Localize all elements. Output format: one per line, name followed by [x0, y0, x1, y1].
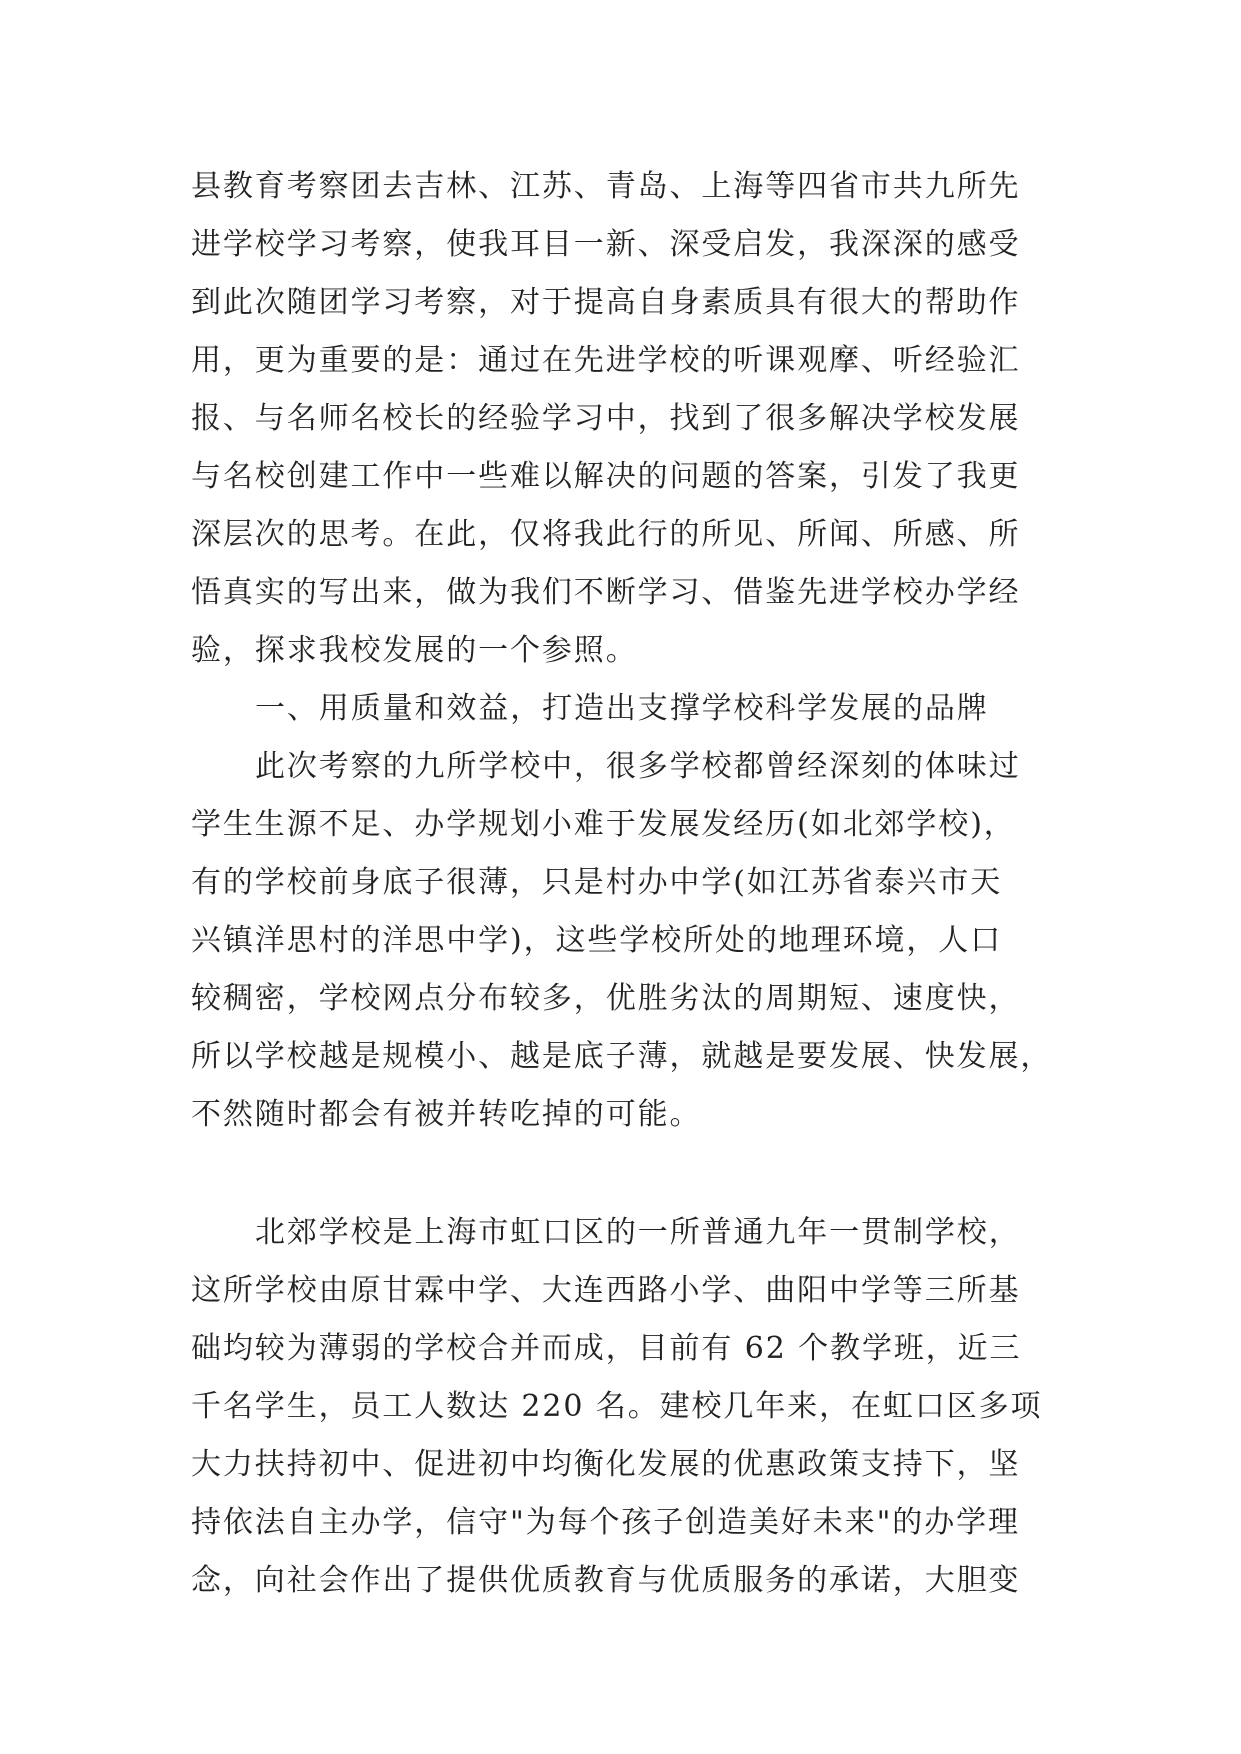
text-line: 持依法自主办学，信守"为每个孩子创造美好未来"的办学理 [191, 1505, 1020, 1540]
text-line: 深层次的思考。在此，仅将我此行的所见、所闻、所感、所 [191, 517, 1021, 552]
text-line: 到此次随团学习考察，对于提高自身素质具有很大的帮助作 [191, 285, 1021, 320]
heading-line: 一、用质量和效益，打造出支撑学校科学发展的品牌 [255, 691, 989, 726]
text-line: 北郊学校是上海市虹口区的一所普通九年一贯制学校， [255, 1215, 1021, 1250]
text-line: 这所学校由原甘霖中学、大连西路小学、曲阳中学等三所基 [191, 1273, 1021, 1308]
text-line: 所以学校越是规模小、越是底子薄，就越是要发展、快发展， [191, 1039, 1053, 1074]
section-heading [191, 680, 1051, 738]
text-line: 较稠密，学校网点分布较多，优胜劣汰的周期短、速度快， [191, 981, 1021, 1016]
text-line: 大力扶持初中、促进初中均衡化发展的优惠政策支持下，坚 [191, 1447, 1021, 1482]
text-line: 报、与名师名校长的经验学习中，找到了很多解决学校发展 [191, 401, 1021, 436]
text-line: 千名学生，员工人数达 220 名。建校几年来，在虹口区多项 [191, 1389, 1043, 1424]
text-line: 验，探求我校发展的一个参照。 [191, 633, 638, 668]
paragraph-spacer [191, 1144, 1051, 1204]
text-line: 用，更为重要的是：通过在先进学校的听课观摩、听经验汇 [191, 343, 1021, 378]
text-line: 县教育考察团去吉林、江苏、青岛、上海等四省市共九所先 [191, 169, 1021, 204]
paragraph-schools [191, 738, 1051, 1144]
paragraph-intro [191, 158, 1051, 680]
paragraph-beijiao [191, 1204, 1051, 1610]
text-line: 念，向社会作出了提供优质教育与优质服务的承诺，大胆变 [191, 1563, 1021, 1598]
document-body [191, 158, 1051, 1610]
text-line: 此次考察的九所学校中，很多学校都曾经深刻的体味过 [255, 749, 1021, 784]
text-line: 础均较为薄弱的学校合并而成，目前有 62 个教学班，近三 [191, 1331, 1022, 1366]
text-line: 进学校学习考察，使我耳目一新、深受启发，我深深的感受 [191, 227, 1021, 262]
text-line: 悟真实的写出来，做为我们不断学习、借鉴先进学校办学经 [191, 575, 1021, 610]
text-line: 学生生源不足、办学规划小难于发展发经历(如北郊学校)， [191, 807, 1016, 842]
text-line: 不然随时都会有被并转吃掉的可能。 [191, 1097, 702, 1132]
text-line: 有的学校前身底子很薄，只是村办中学(如江苏省泰兴市天 [191, 865, 1003, 900]
text-line: 兴镇洋思村的洋思中学)，这些学校所处的地理环境，人口 [191, 923, 1003, 958]
text-line: 与名校创建工作中一些难以解决的问题的答案，引发了我更 [191, 459, 1021, 494]
